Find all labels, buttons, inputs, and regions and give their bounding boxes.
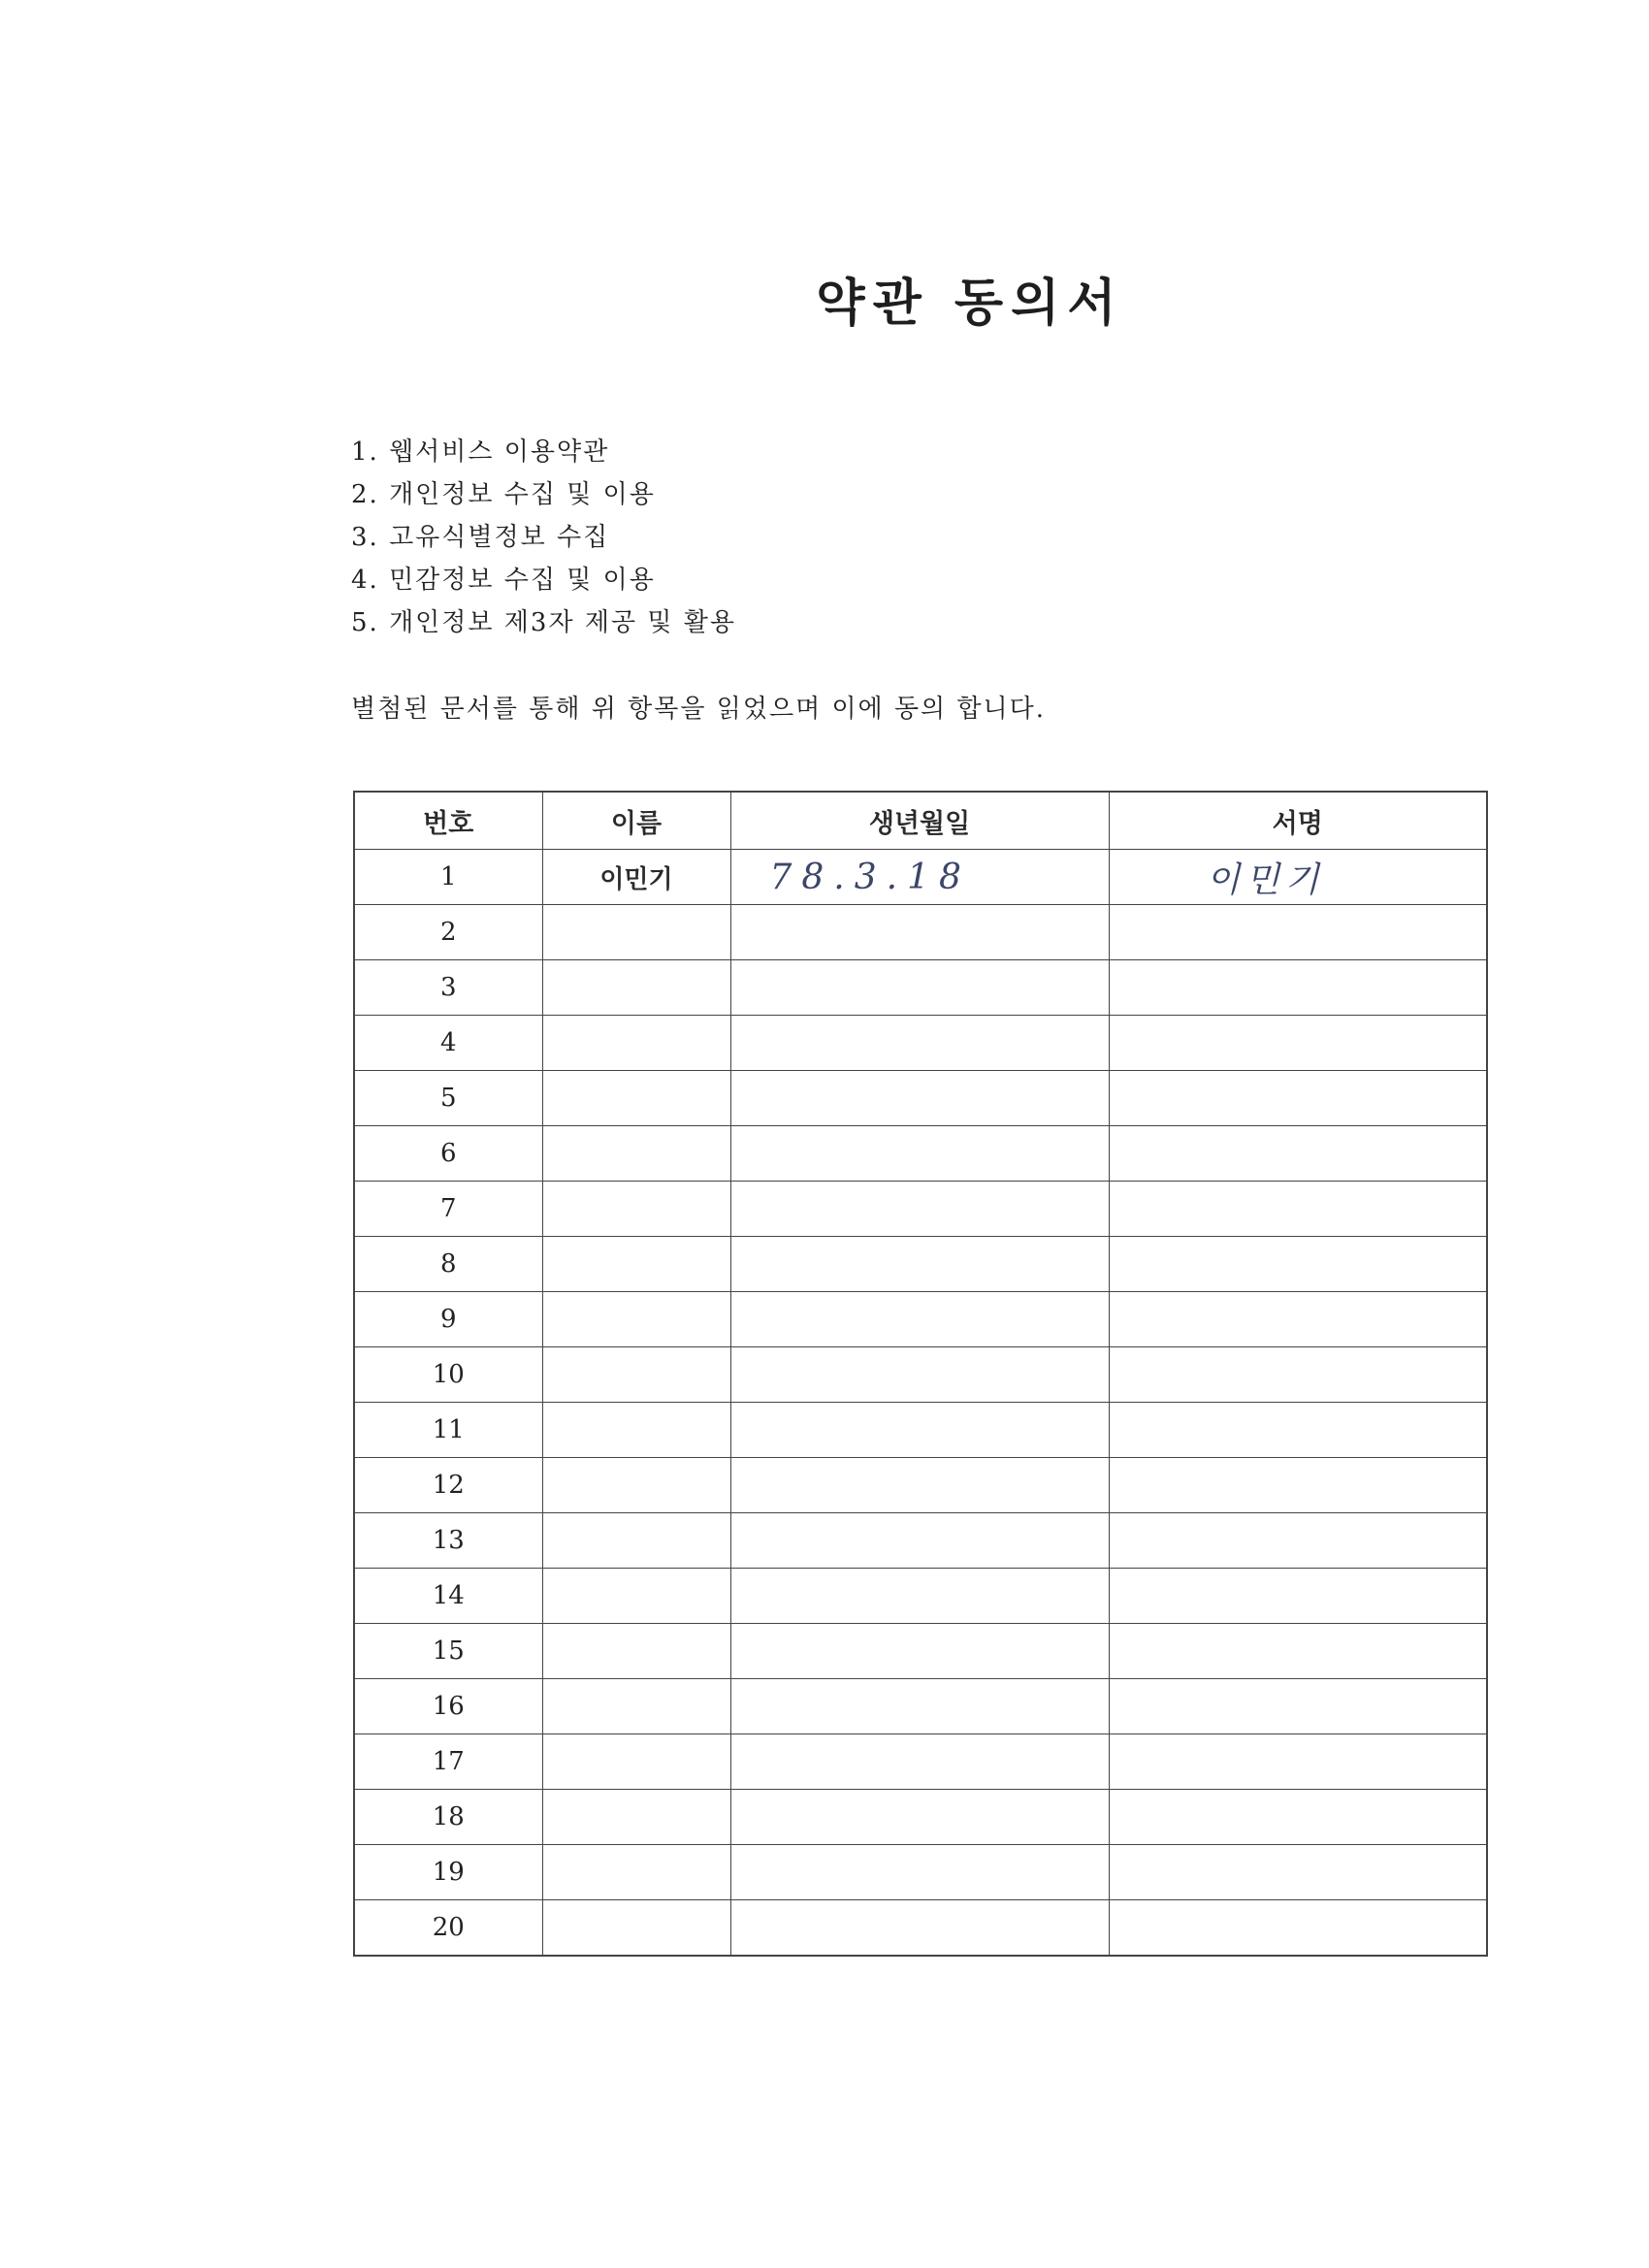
cell-name xyxy=(542,1569,730,1624)
table-row xyxy=(354,1403,1487,1458)
cell-number: 3 xyxy=(354,960,542,1016)
cell-name xyxy=(542,1071,730,1126)
cell-name xyxy=(542,1347,730,1403)
table-header-row xyxy=(354,792,1487,850)
cell-signature xyxy=(1109,1237,1487,1292)
cell-name xyxy=(542,1126,730,1182)
cell-number: 16 xyxy=(354,1679,542,1734)
cell-number: 2 xyxy=(354,905,542,960)
terms-item: 1. 웹서비스 이용약관 xyxy=(351,437,610,467)
cell-birthdate xyxy=(730,1734,1109,1790)
cell-signature xyxy=(1109,960,1487,1016)
table-row xyxy=(354,1071,1487,1126)
cell-number: 12 xyxy=(354,1458,542,1513)
cell-name xyxy=(542,905,730,960)
cell-birthdate xyxy=(730,1292,1109,1347)
consent-signature-table xyxy=(353,791,1488,1957)
cell-signature xyxy=(1109,1347,1487,1403)
cell-name xyxy=(542,1679,730,1734)
cell-birthdate xyxy=(730,905,1109,960)
cell-number: 14 xyxy=(354,1569,542,1624)
cell-number: 10 xyxy=(354,1347,542,1403)
header-number: 번호 xyxy=(354,792,542,850)
table-row xyxy=(354,1458,1487,1513)
agreement-statement: 별첨된 문서를 통해 위 항목을 읽었으며 이에 동의 합니다. xyxy=(351,695,1047,724)
cell-birthdate xyxy=(730,1513,1109,1569)
cell-name xyxy=(542,1513,730,1569)
cell-birthdate xyxy=(730,1237,1109,1292)
cell-name: 이민기 xyxy=(542,850,730,905)
cell-name xyxy=(542,1734,730,1790)
table-row xyxy=(354,1347,1487,1403)
cell-name xyxy=(542,1458,730,1513)
cell-birthdate xyxy=(730,1071,1109,1126)
cell-signature: 이민기 xyxy=(1109,850,1487,905)
cell-signature xyxy=(1109,1790,1487,1845)
table-row xyxy=(354,1679,1487,1734)
cell-signature xyxy=(1109,1071,1487,1126)
cell-number: 11 xyxy=(354,1403,542,1458)
cell-number: 15 xyxy=(354,1624,542,1679)
cell-number: 9 xyxy=(354,1292,542,1347)
terms-list xyxy=(351,431,736,644)
cell-birthdate xyxy=(730,1790,1109,1845)
cell-birthdate xyxy=(730,1569,1109,1624)
table-body xyxy=(354,850,1487,1957)
terms-item: 3. 고유식별정보 수집 xyxy=(351,523,610,552)
header-birthdate: 생년월일 xyxy=(730,792,1109,850)
terms-item: 2. 개인정보 수집 및 이용 xyxy=(351,480,656,509)
table-row xyxy=(354,1126,1487,1182)
table-row xyxy=(354,1845,1487,1900)
cell-number: 7 xyxy=(354,1182,542,1237)
cell-birthdate xyxy=(730,1679,1109,1734)
cell-signature xyxy=(1109,1126,1487,1182)
cell-name xyxy=(542,1292,730,1347)
cell-signature xyxy=(1109,905,1487,960)
cell-birthdate xyxy=(730,1900,1109,1957)
cell-birthdate xyxy=(730,1845,1109,1900)
table-row xyxy=(354,1569,1487,1624)
cell-birthdate xyxy=(730,1403,1109,1458)
table-row xyxy=(354,1182,1487,1237)
table-row xyxy=(354,1292,1487,1347)
cell-signature xyxy=(1109,1513,1487,1569)
cell-signature xyxy=(1109,1734,1487,1790)
cell-birthdate xyxy=(730,1458,1109,1513)
cell-number: 6 xyxy=(354,1126,542,1182)
cell-signature xyxy=(1109,1900,1487,1957)
cell-birthdate xyxy=(730,1347,1109,1403)
cell-birthdate xyxy=(730,1624,1109,1679)
cell-signature xyxy=(1109,1458,1487,1513)
cell-number: 8 xyxy=(354,1237,542,1292)
cell-name xyxy=(542,1182,730,1237)
cell-name xyxy=(542,1237,730,1292)
cell-signature xyxy=(1109,1845,1487,1900)
cell-signature xyxy=(1109,1624,1487,1679)
cell-number: 5 xyxy=(354,1071,542,1126)
cell-birthdate xyxy=(730,960,1109,1016)
table-row xyxy=(354,1513,1487,1569)
cell-number: 13 xyxy=(354,1513,542,1569)
cell-number: 4 xyxy=(354,1016,542,1071)
cell-number: 19 xyxy=(354,1845,542,1900)
cell-birthdate xyxy=(730,1126,1109,1182)
cell-name xyxy=(542,1624,730,1679)
cell-signature xyxy=(1109,1292,1487,1347)
table-row xyxy=(354,1734,1487,1790)
header-signature: 서명 xyxy=(1109,792,1487,850)
cell-name xyxy=(542,1845,730,1900)
table-row xyxy=(354,960,1487,1016)
cell-birthdate xyxy=(730,1016,1109,1071)
cell-birthdate xyxy=(730,1182,1109,1237)
cell-number: 18 xyxy=(354,1790,542,1845)
terms-item: 5. 개인정보 제3자 제공 및 활용 xyxy=(351,608,736,637)
table-row xyxy=(354,905,1487,960)
cell-signature xyxy=(1109,1569,1487,1624)
cell-name xyxy=(542,1016,730,1071)
table-row xyxy=(354,1237,1487,1292)
cell-signature xyxy=(1109,1182,1487,1237)
cell-birthdate: 78.3.18 xyxy=(730,850,1109,905)
table-row xyxy=(354,1016,1487,1071)
table-row xyxy=(354,1790,1487,1845)
cell-signature xyxy=(1109,1679,1487,1734)
cell-signature xyxy=(1109,1403,1487,1458)
cell-name xyxy=(542,1403,730,1458)
cell-name xyxy=(542,960,730,1016)
cell-number: 17 xyxy=(354,1734,542,1790)
cell-number: 1 xyxy=(354,850,542,905)
table-row xyxy=(354,1624,1487,1679)
cell-number: 20 xyxy=(354,1900,542,1957)
cell-signature xyxy=(1109,1016,1487,1071)
cell-name xyxy=(542,1900,730,1957)
header-name: 이름 xyxy=(542,792,730,850)
terms-item: 4. 민감정보 수집 및 이용 xyxy=(351,566,656,595)
cell-name xyxy=(542,1790,730,1845)
table-row xyxy=(354,1900,1487,1957)
document-title: 약관 동의서 xyxy=(816,275,1124,333)
table-row xyxy=(354,850,1487,905)
